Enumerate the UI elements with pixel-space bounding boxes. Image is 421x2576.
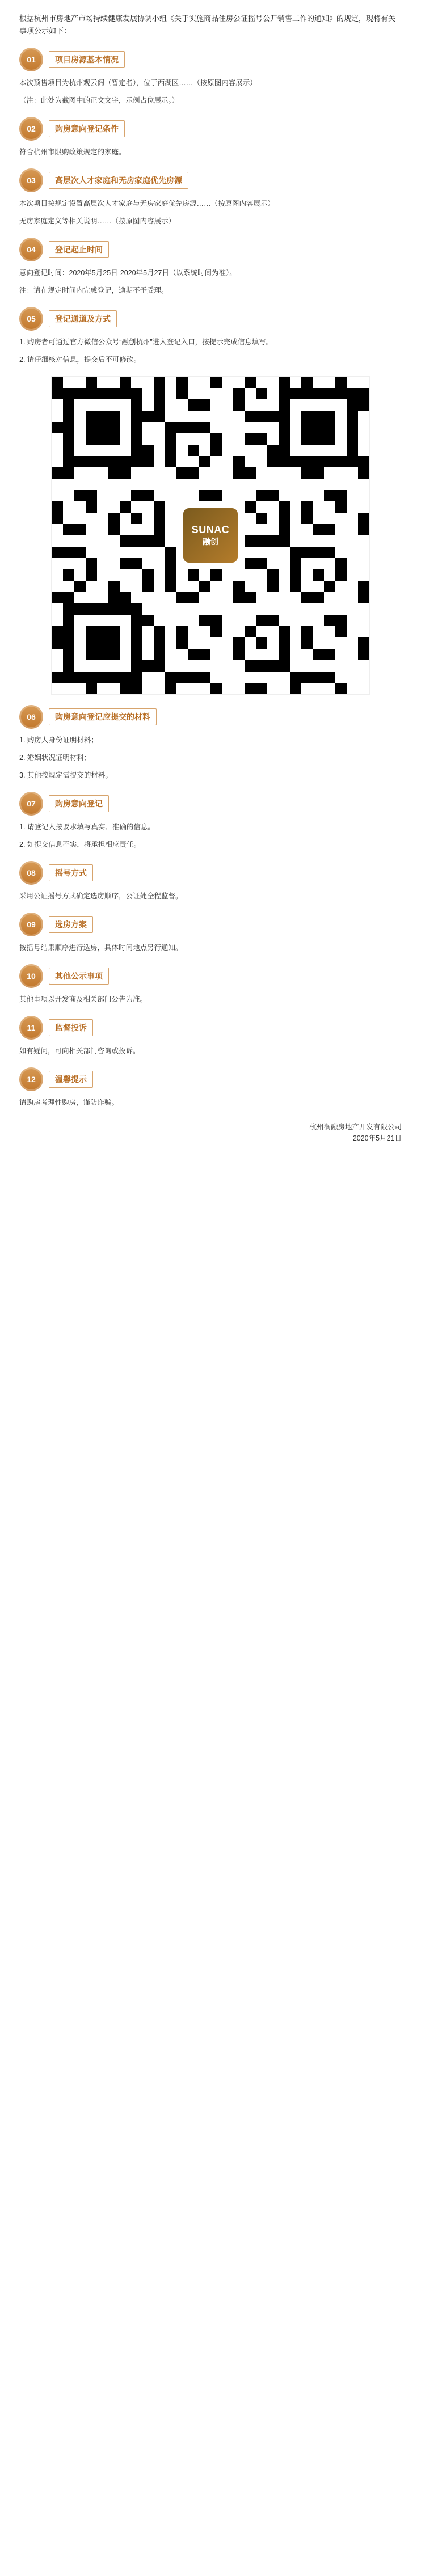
qr-code bbox=[51, 376, 370, 695]
section-paragraph: 本次项目按规定设置高层次人才家庭与无房家庭优先房源……（按原图内容展示） bbox=[19, 200, 275, 208]
section-header bbox=[19, 117, 402, 141]
section-2 bbox=[19, 117, 402, 158]
section-paragraph: 请购房者理性购房，谨防诈骗。 bbox=[19, 1099, 119, 1107]
section-paragraph: 1. 请登记人按要求填写真实、准确的信息。 bbox=[19, 823, 155, 831]
section-number-badge: 04 bbox=[19, 238, 43, 261]
section-6 bbox=[19, 705, 402, 782]
section-number-badge: 06 bbox=[19, 705, 43, 729]
section-paragraph: 1. 购房者可通过官方微信公众号“融创杭州”进入登记入口，按提示完成信息填写。 bbox=[19, 338, 273, 346]
section-title: 登记通道及方式 bbox=[49, 310, 117, 327]
section-title: 温馨提示 bbox=[49, 1071, 93, 1088]
section-4 bbox=[19, 238, 402, 297]
section-title: 项目房源基本情况 bbox=[49, 51, 125, 68]
section-header bbox=[19, 1067, 402, 1091]
section-header bbox=[19, 238, 402, 261]
section-title: 其他公示事项 bbox=[49, 968, 109, 985]
section-12 bbox=[19, 1067, 402, 1109]
section-9 bbox=[19, 913, 402, 954]
section-header bbox=[19, 861, 402, 885]
section-title: 购房意向登记应提交的材料 bbox=[49, 708, 157, 725]
section-paragraph: 如有疑问，可向相关部门咨询或投诉。 bbox=[19, 1047, 140, 1055]
section-title: 高层次人才家庭和无房家庭优先房源 bbox=[49, 172, 188, 189]
section-header bbox=[19, 792, 402, 816]
section-5 bbox=[19, 307, 402, 695]
section-title: 选房方案 bbox=[49, 916, 93, 933]
section-number-badge: 12 bbox=[19, 1067, 43, 1091]
section-number-badge: 09 bbox=[19, 913, 43, 936]
section-number-badge: 11 bbox=[19, 1016, 43, 1040]
section-number-badge: 08 bbox=[19, 861, 43, 885]
section-title: 登记起止时间 bbox=[49, 241, 109, 258]
section-paragraph: 2. 请仔细核对信息，提交后不可修改。 bbox=[19, 356, 141, 364]
section-header bbox=[19, 964, 402, 988]
section-11 bbox=[19, 1016, 402, 1057]
section-8 bbox=[19, 861, 402, 902]
intro-text: 根据杭州市房地产市场持续健康发展协调小组《关于实施商品住房公证摇号公开销售工作的通知》的规定，现将有关事项公示如下： bbox=[19, 14, 396, 35]
section-title: 购房意向登记条件 bbox=[49, 120, 125, 137]
section-number-badge: 02 bbox=[19, 117, 43, 141]
section-paragraph: 符合杭州市限购政策规定的家庭。 bbox=[19, 148, 126, 156]
section-number-badge: 03 bbox=[19, 168, 43, 192]
section-number-badge: 05 bbox=[19, 307, 43, 331]
signature-block bbox=[19, 1121, 402, 1144]
qr-center-logo bbox=[176, 501, 245, 569]
section-1 bbox=[19, 48, 402, 107]
section-header bbox=[19, 913, 402, 936]
section-paragraph: 其他事项以开发商及相关部门公告为准。 bbox=[19, 995, 148, 1003]
sunac-logo-en: SUNAC bbox=[191, 523, 230, 535]
section-7 bbox=[19, 792, 402, 851]
qr-code-wrapper bbox=[19, 376, 402, 695]
section-title: 监督投诉 bbox=[49, 1019, 93, 1036]
section-paragraph: 按摇号结果顺序进行选房，具体时间地点另行通知。 bbox=[19, 944, 183, 952]
signature-company: 杭州润融房地产开发有限公司 bbox=[309, 1123, 402, 1131]
section-title: 购房意向登记 bbox=[49, 795, 109, 812]
section-10 bbox=[19, 964, 402, 1006]
section-paragraph: 无房家庭定义等相关说明……（按原图内容展示） bbox=[19, 217, 176, 225]
sections bbox=[19, 48, 402, 1109]
section-3 bbox=[19, 168, 402, 227]
section-paragraph: （注：此处为截图中的正文文字，示例占位展示。） bbox=[19, 96, 179, 104]
section-paragraph: 意向登记时间：2020年5月25日-2020年5月27日（以系统时间为准）。 bbox=[19, 269, 237, 277]
section-header bbox=[19, 1016, 402, 1040]
section-paragraph: 注：请在规定时间内完成登记，逾期不予受理。 bbox=[19, 286, 169, 294]
section-paragraph: 2. 如提交信息不实，将承担相应责任。 bbox=[19, 841, 141, 848]
section-header bbox=[19, 705, 402, 729]
section-header bbox=[19, 48, 402, 71]
section-paragraph: 采用公证摇号方式确定选房顺序，公证处全程监督。 bbox=[19, 892, 183, 900]
section-paragraph: 3. 其他按规定需提交的材料。 bbox=[19, 771, 112, 779]
section-paragraph: 2. 婚姻状况证明材料； bbox=[19, 754, 91, 762]
section-paragraph: 本次预售项目为杭州观云阁（暂定名），位于西湖区……（按原图内容展示） bbox=[19, 79, 257, 87]
sunac-logo bbox=[183, 508, 238, 563]
sunac-logo-cn: 融创 bbox=[203, 537, 218, 546]
section-header bbox=[19, 168, 402, 192]
section-header bbox=[19, 307, 402, 331]
section-number-badge: 07 bbox=[19, 792, 43, 816]
section-number-badge: 01 bbox=[19, 48, 43, 71]
section-number-badge: 10 bbox=[19, 964, 43, 988]
section-title: 摇号方式 bbox=[49, 864, 93, 881]
section-paragraph: 1. 购房人身份证明材料； bbox=[19, 736, 98, 744]
signature-date: 2020年5月21日 bbox=[352, 1134, 402, 1142]
